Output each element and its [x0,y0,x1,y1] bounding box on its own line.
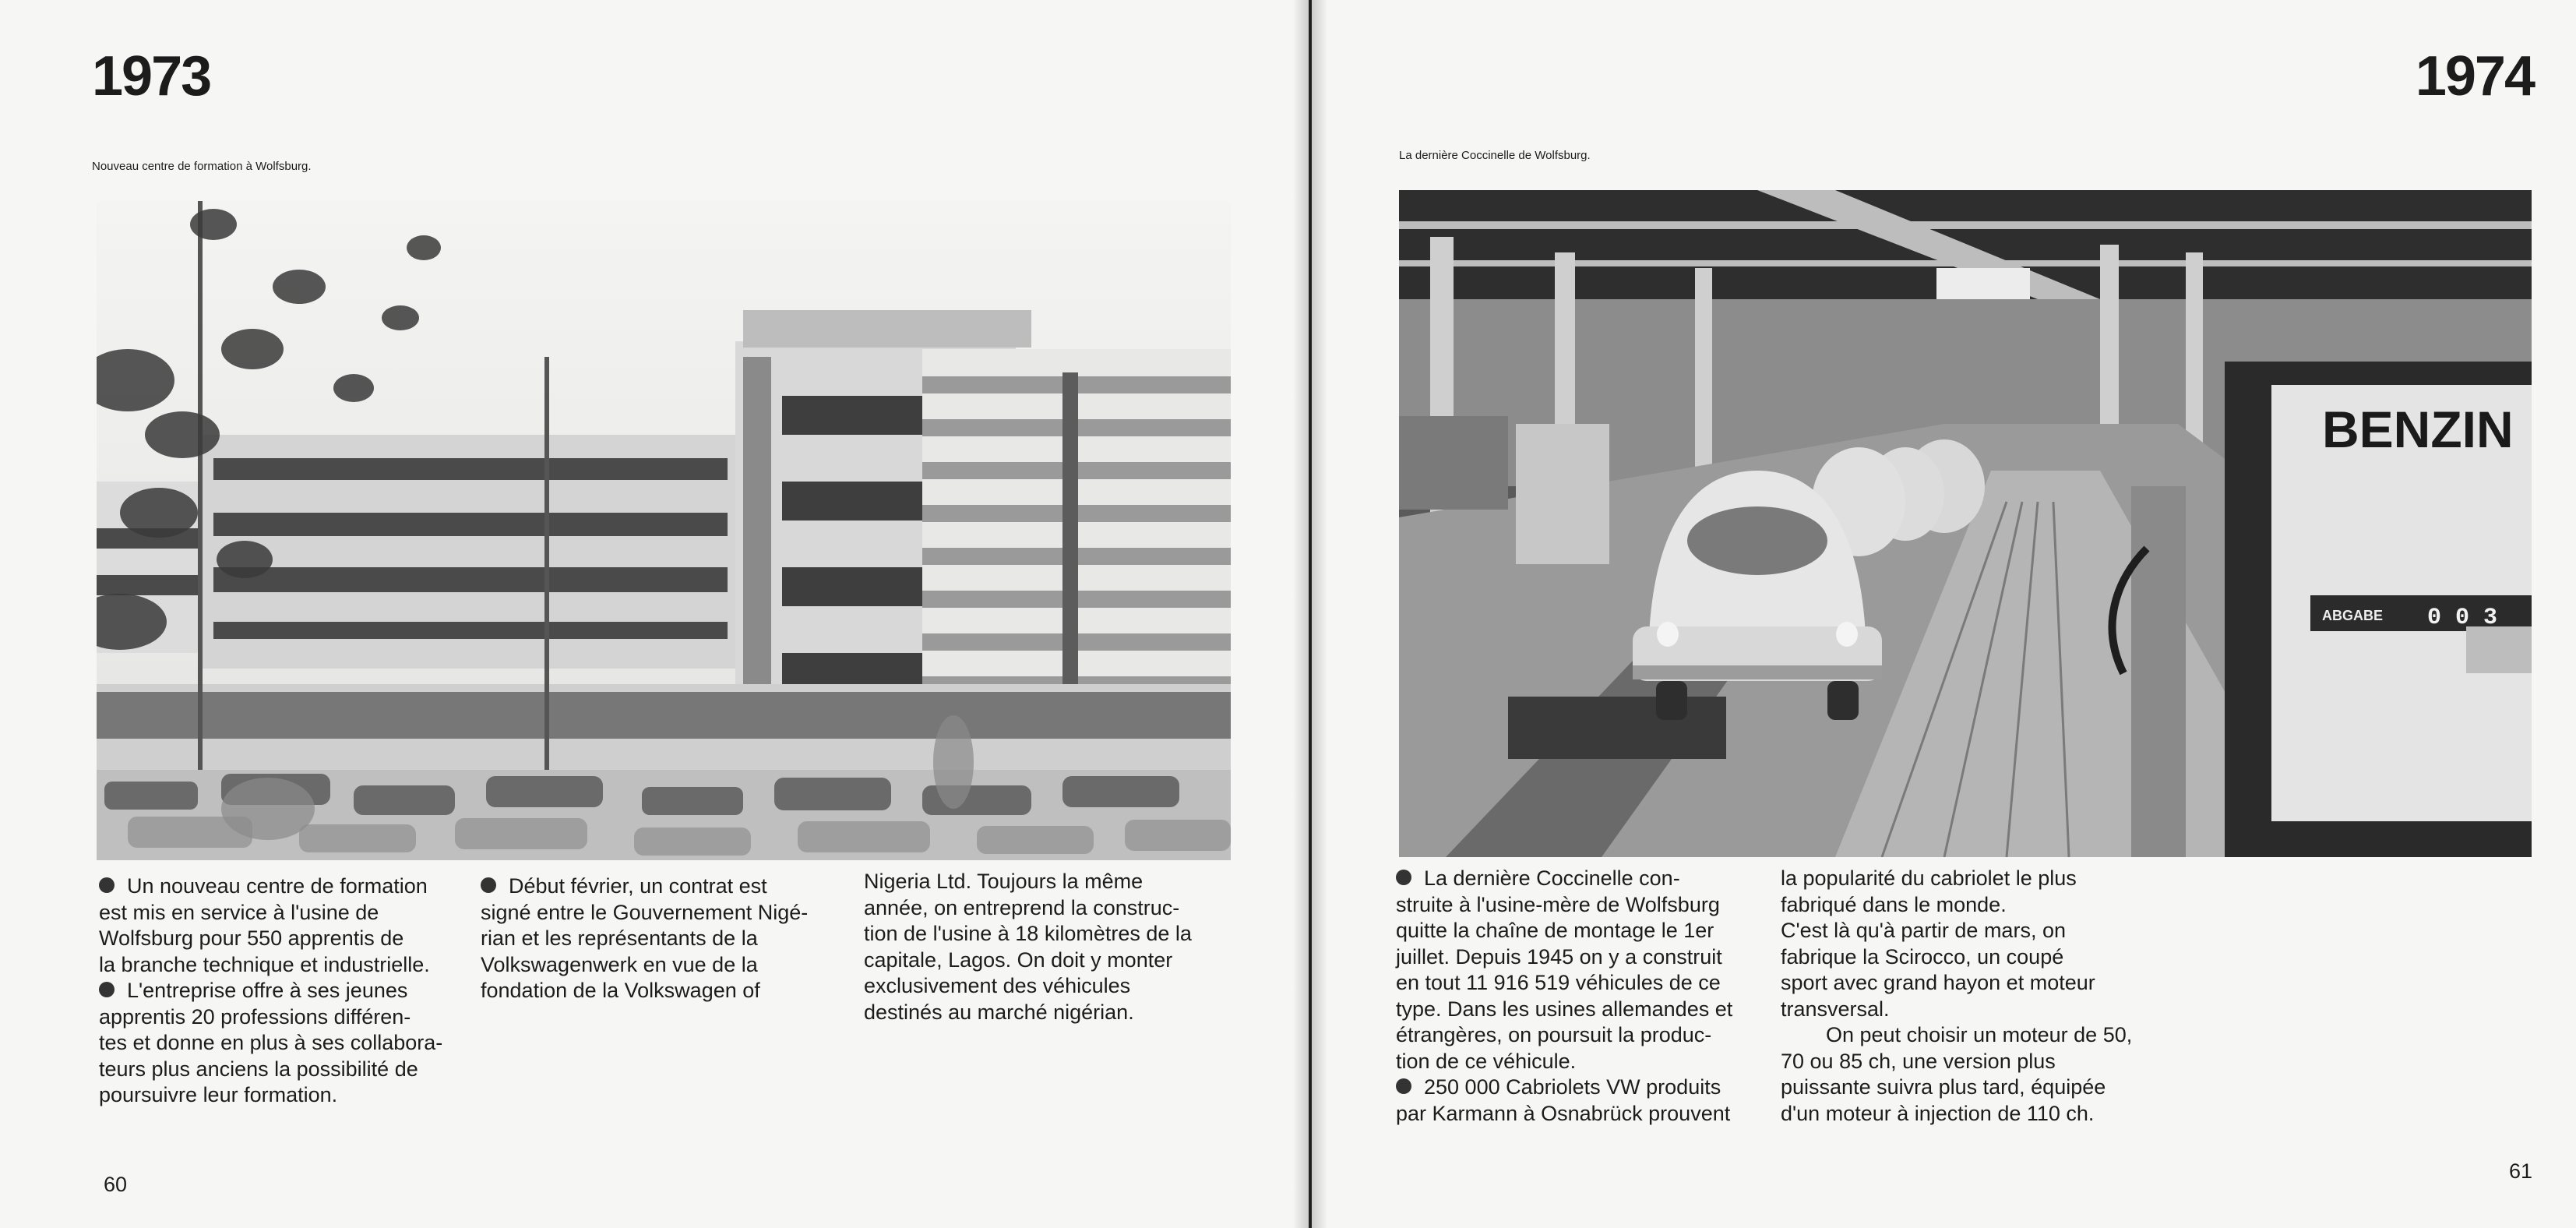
text-line: poursuivre leur formation. [99,1083,338,1106]
text-column-1 [1396,866,1732,1127]
bullet-paragraph: Début février, un contrat est [481,873,808,900]
year-heading: 1974 [2415,45,2534,108]
benzin-sign: BENZIN [2322,401,2514,458]
text-line: struite à l'usine-mère de Wolfsburg [1396,892,1720,916]
bullet-paragraph: 250 000 Cabriolets VW produits [1396,1074,1732,1101]
text-line: par Karmann à Osnabrück prouvent [1396,1101,1731,1125]
photo-caption: Nouveau centre de formation à Wolfsburg. [92,160,312,173]
bullet-icon [99,982,115,997]
training-center-photo [97,201,1231,860]
text-line: On peut choisir un moteur de 50, [1826,1023,2133,1046]
bullet-icon [99,877,115,893]
bullet-paragraph: L'entreprise offre à ses jeunes [99,978,442,1004]
page-number: 61 [2508,1159,2532,1183]
text-line: quitte la chaîne de montage le 1er [1396,919,1714,942]
text-line: la popularité du cabriolet le plus [1781,866,2077,890]
counter-digits: 0 0 3 [2427,605,2498,631]
text-line: Wolfsburg pour 550 apprentis de [99,926,404,950]
page-number: 60 [104,1173,128,1196]
bullet-icon [481,877,496,893]
text-line: apprentis 20 professions différen- [99,1004,411,1029]
text-line: exclusivement des véhicules [864,974,1131,997]
text-line: capitale, Lagos. On doit y monter [864,947,1173,972]
bullet-paragraph: La dernière Coccinelle con- [1396,866,1732,892]
text-line: est mis en service à l'usine de [99,900,379,924]
text-line: Volkswagenwerk en vue de la [481,952,758,976]
text-line: puissante suivra plus tard, équipée [1781,1075,2106,1099]
text-line: transversal. [1781,997,1890,1021]
text-line: signé entre le Gouvernement Nigé- [481,900,809,924]
text-line: étrangères, on poursuit la produc- [1396,1023,1712,1046]
abgabe-label: ABGABE [2322,608,2384,623]
bullet-paragraph: Un nouveau centre de formation [99,873,442,900]
text-line: fabrique la Scirocco, un coupé [1781,944,2064,969]
text-line: tion de l'usine à 18 kilomètres de la [864,922,1192,945]
text-column-3 [864,869,1192,1025]
text-line: Nigeria Ltd. Toujours la même [864,870,1144,893]
text-line: la branche technique et industrielle. [99,952,430,976]
text-line: rian et les représentants de la [481,926,758,950]
bullet-icon [1396,870,1411,885]
year-heading: 1973 [92,45,211,108]
text-line: tes et donne en plus à ses collabora- [99,1031,443,1054]
photo-caption: La dernière Coccinelle de Wolfsburg. [1399,149,1591,162]
text-line: juillet. Depuis 1945 on y a construit [1396,944,1722,969]
text-line: 70 ou 85 ch, une version plus [1781,1049,2056,1073]
text-column-2 [481,873,808,1004]
text-line: en tout 11 916 519 véhicules de ce [1396,971,1721,994]
assembly-line-photo [1399,190,2532,857]
text-line: C'est là qu'à partir de mars, on [1781,919,2066,942]
text-line: année, on entreprend la construc- [864,895,1180,919]
text-line: destinés au marché nigérian. [864,1000,1134,1024]
text-line: fondation de la Volkswagen of [481,979,760,1002]
book-gutter [1293,0,1327,1228]
text-column-1 [99,873,442,1109]
text-line: type. Dans les usines allemandes et [1396,997,1733,1021]
bullet-icon [1396,1078,1411,1094]
text-line: sport avec grand hayon et moteur [1781,971,2095,994]
text-line: d'un moteur à injection de 110 ch. [1781,1101,2095,1125]
text-column-2 [1781,866,2132,1127]
text-line: tion de ce véhicule. [1396,1049,1577,1073]
text-line: fabriqué dans le monde. [1781,892,2007,916]
right-page [1312,0,2576,1228]
text-line: teurs plus anciens la possibilité de [99,1057,418,1081]
